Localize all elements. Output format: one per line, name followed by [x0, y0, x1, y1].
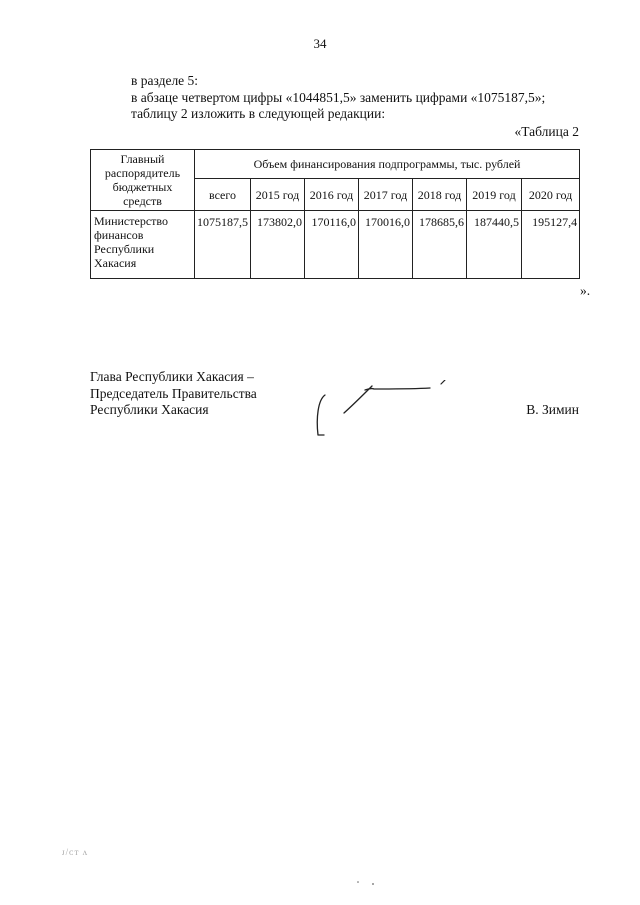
- column-header: 2015 год: [251, 179, 305, 211]
- handwritten-signature: [310, 380, 460, 442]
- value-cell: 187440,5: [467, 211, 522, 279]
- column-header: 2016 год: [305, 179, 359, 211]
- column-header: 2017 год: [359, 179, 413, 211]
- closing-quote: ».: [580, 283, 591, 298]
- intro-line: таблицу 2 изложить в следующей редакции:: [131, 106, 386, 121]
- value-cell: 170016,0: [359, 211, 413, 279]
- intro-text: [131, 73, 545, 123]
- value-cell: 178685,6: [413, 211, 467, 279]
- table-row: [91, 211, 580, 279]
- column-header: 2018 год: [413, 179, 467, 211]
- org-cell: Министерство финансов Республики Хакасия: [91, 211, 195, 279]
- funding-table: [90, 149, 580, 279]
- column-header: 2020 год: [522, 179, 580, 211]
- header-main-cell: Главный распорядитель бюджетных средств: [91, 150, 195, 211]
- value-cell: 170116,0: [305, 211, 359, 279]
- signer-title-line: Председатель Правительства: [90, 385, 257, 401]
- column-header: 2019 год: [467, 179, 522, 211]
- signer-name: В. Зимин: [526, 402, 579, 417]
- intro-line: в разделе 5:: [131, 73, 199, 88]
- footer-stamp: ᴊ/ᴄᴛ ᴧ: [62, 847, 89, 857]
- column-header: всего: [195, 179, 251, 211]
- value-cell: 195127,4: [522, 211, 580, 279]
- scan-speck-icon: [355, 878, 379, 888]
- value-cell: 1075187,5: [195, 211, 251, 279]
- table-caption: «Таблица 2: [514, 124, 579, 139]
- signer-title-line: Республики Хакасия: [90, 402, 209, 417]
- intro-line: в абзаце четвертом цифры «1044851,5» заменить цифрами «1075187,5»;: [131, 89, 546, 105]
- header-group-cell: Объем финансирования подпрограммы, тыс. рублей: [195, 150, 580, 179]
- signature-block: [90, 369, 257, 419]
- signer-title-line: Глава Республики Хакасия –: [90, 369, 254, 384]
- value-cell: 173802,0: [251, 211, 305, 279]
- page-number: 34: [313, 36, 327, 51]
- table-header-row: [91, 150, 580, 179]
